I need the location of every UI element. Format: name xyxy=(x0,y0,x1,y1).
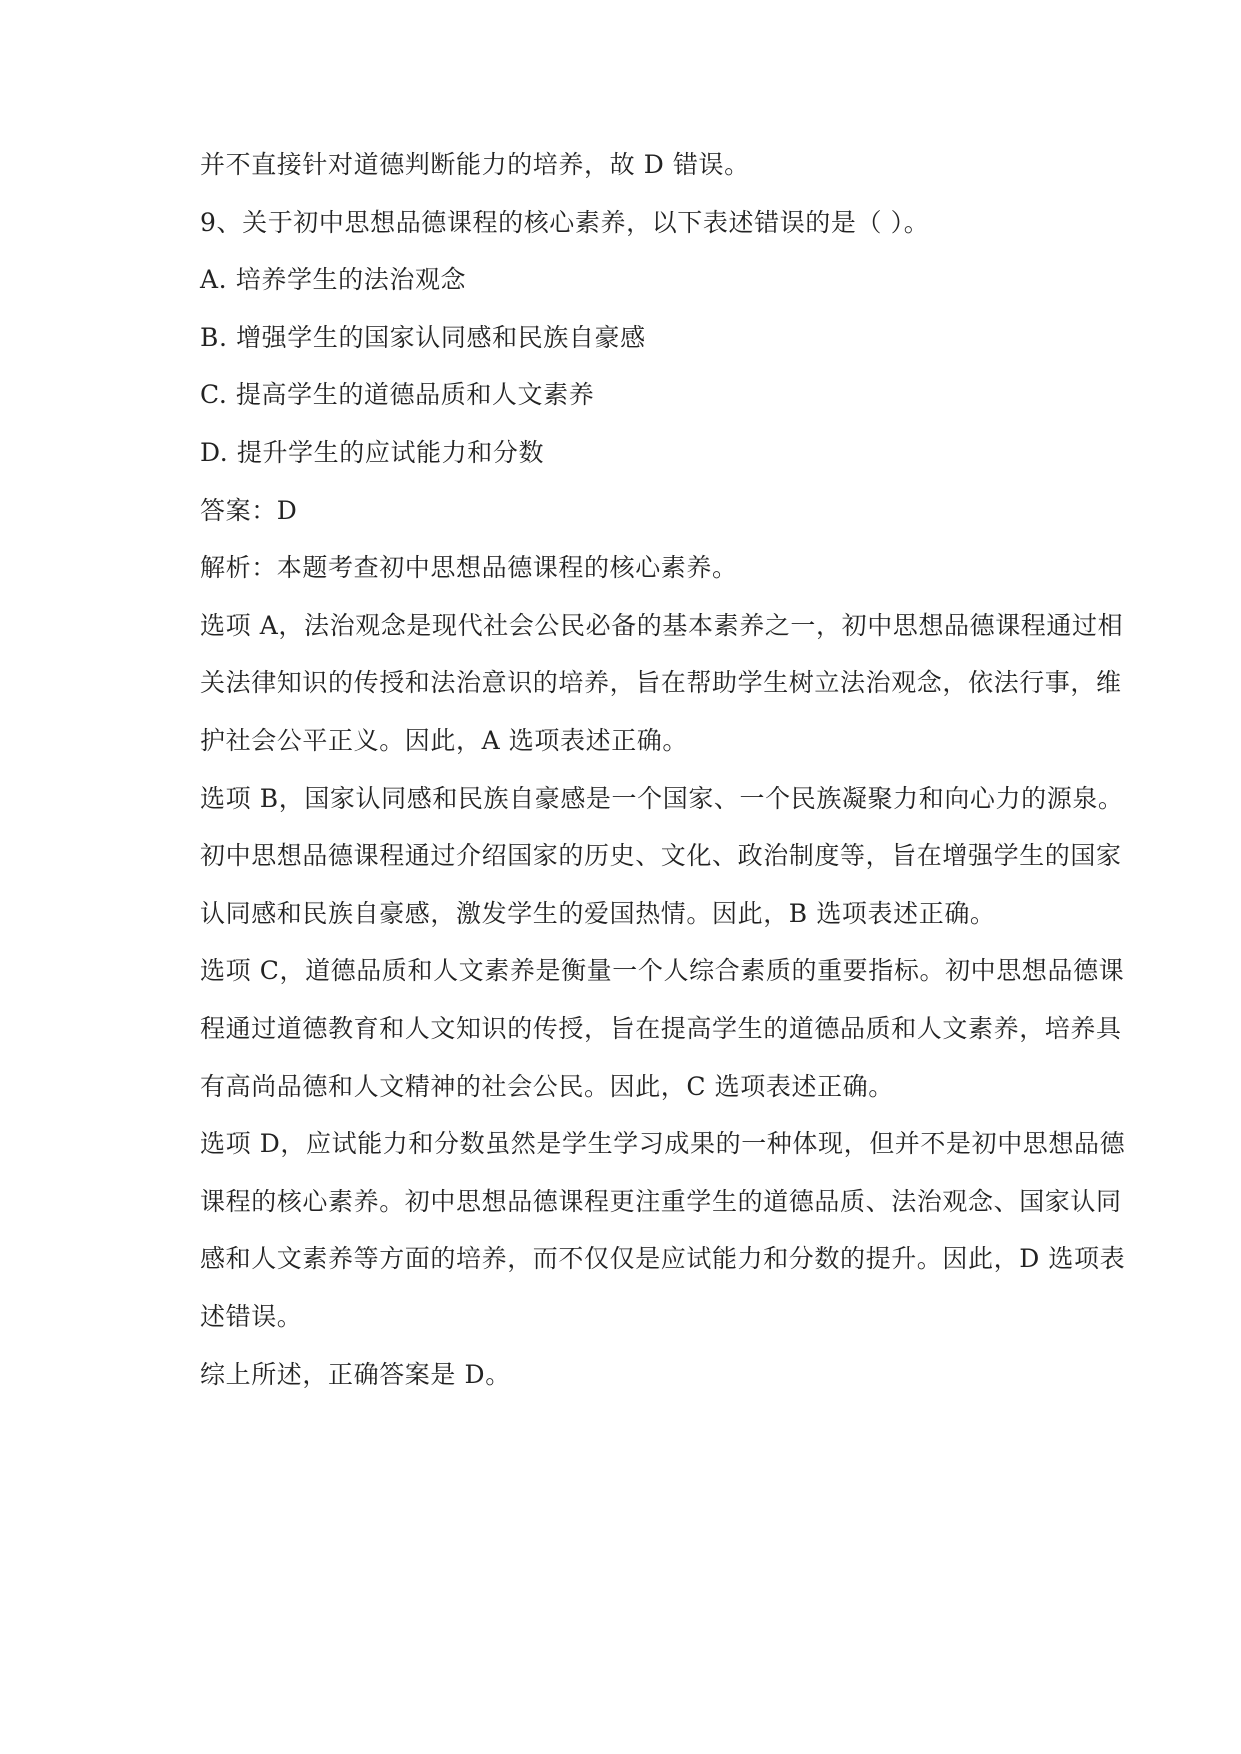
analysis-b-line-1: 选项 B，国家认同感和民族自豪感是一个国家、一个民族凝聚力和向心力的源泉。 xyxy=(200,784,1124,813)
analysis-d-line-1: 选项 D，应试能力和分数虽然是学生学习成果的一种体现，但并不是初中思想品德 xyxy=(200,1129,1126,1158)
text-line-prev-explanation-end: 并不直接针对道德判断能力的培养，故 D 错误。 xyxy=(200,150,750,179)
analysis-intro: 解析：本题考查初中思想品德课程的核心素养。 xyxy=(200,553,738,582)
analysis-b-line-2: 初中思想品德课程通过介绍国家的历史、文化、政治制度等，旨在增强学生的国家 xyxy=(200,841,1122,870)
analysis-c-line-3: 有高尚品德和人文精神的社会公民。因此，C 选项表述正确。 xyxy=(200,1072,894,1101)
analysis-a-line-3: 护社会公平正义。因此，A 选项表述正确。 xyxy=(200,726,689,755)
option-b: B. 增强学生的国家认同感和民族自豪感 xyxy=(200,323,646,352)
analysis-c-line-1: 选项 C，道德品质和人文素养是衡量一个人综合素质的重要指标。初中思想品德课 xyxy=(200,956,1125,985)
question-9-stem: 9、关于初中思想品德课程的核心素养，以下表述错误的是（ ）。 xyxy=(200,208,930,237)
option-c: C. 提高学生的道德品质和人文素养 xyxy=(200,380,595,409)
analysis-c-line-2: 程通过道德教育和人文知识的传授，旨在提高学生的道德品质和人文素养，培养具 xyxy=(200,1014,1122,1043)
analysis-a-line-2: 关法律知识的传授和法治意识的培养，旨在帮助学生树立法治观念，依法行事，维 xyxy=(200,668,1122,697)
analysis-a-line-1: 选项 A，法治观念是现代社会公民必备的基本素养之一，初中思想品德课程通过相 xyxy=(200,611,1124,640)
conclusion-line: 综上所述，正确答案是 D。 xyxy=(200,1360,511,1389)
option-d: D. 提升学生的应试能力和分数 xyxy=(200,438,545,467)
option-a: A. 培养学生的法治观念 xyxy=(200,265,467,294)
answer-line: 答案：D xyxy=(200,496,298,525)
analysis-d-line-3: 感和人文素养等方面的培养，而不仅仅是应试能力和分数的提升。因此，D 选项表 xyxy=(200,1244,1126,1273)
analysis-d-line-2: 课程的核心素养。初中思想品德课程更注重学生的道德品质、法治观念、国家认同 xyxy=(200,1187,1122,1216)
analysis-d-line-4: 述错误。 xyxy=(200,1302,303,1331)
analysis-b-line-3: 认同感和民族自豪感，激发学生的爱国热情。因此，B 选项表述正确。 xyxy=(200,899,996,928)
